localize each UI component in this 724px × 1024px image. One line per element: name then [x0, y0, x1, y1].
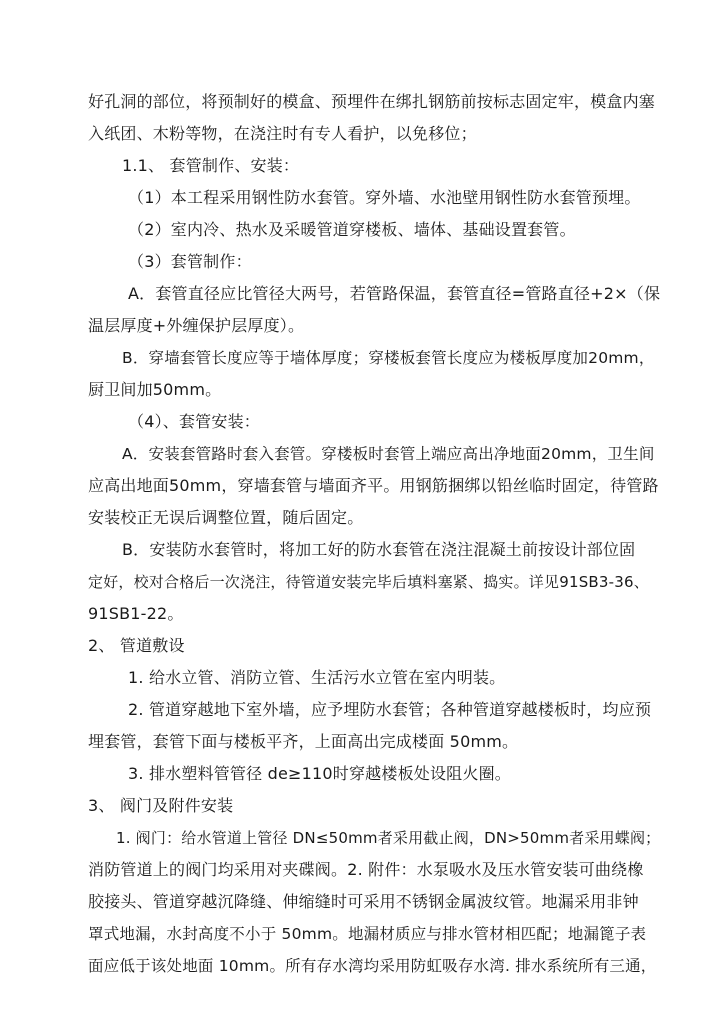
text-line: （1）本工程采用钢性防水套管。穿外墙、水池壁用钢性防水套管预埋。 — [128, 188, 641, 207]
text-line: 厨卫间加50mm。 — [88, 380, 222, 399]
text-line: B．安装防水套管时，将加工好的防水套管在浇注混凝土前按设计部位固 — [122, 540, 636, 559]
text-line: （2）室内冷、热水及采暖管道穿楼板、墙体、基础设置套管。 — [128, 220, 576, 239]
text-line: 入纸团、木粉等物，在浇注时有专人看护，以免移位； — [88, 124, 477, 143]
text-line: 1. 给水立管、消防立管、生活污水立管在室内明装。 — [128, 668, 506, 687]
text-line: 91SB1-22。 — [88, 604, 184, 623]
text-line: 胶接头、管道穿越沉降缝、伸缩缝时可采用不锈钢金属波纹管。地漏采用非钟 — [88, 892, 639, 911]
text-line: 1. 阀门：给水管道上管径 DN≤50mm者采用截止阀，DN>50mm者采用蝶阀； — [116, 829, 661, 847]
text-line: 埋套管，套管下面与楼板平齐，上面高出完成楼面 50mm。 — [88, 732, 519, 751]
text-line: A．安装套管路时套入套管。穿楼板时套管上端应高出净地面20mm，卫生间 — [122, 445, 655, 463]
text-line: 罩式地漏，水封高度不小于 50mm。地漏材质应与排水管材相匹配；地漏篦子表 — [88, 925, 647, 943]
text-line: 温层厚度+外缠保护层厚度）。 — [88, 316, 305, 335]
section-heading: 1.1、 套管制作、安装： — [122, 156, 300, 175]
text-line: B．穿墙套管长度应等于墙体厚度；穿楼板套管长度应为楼板厚度加20mm， — [122, 349, 655, 367]
text-line: 3. 排水塑料管管径 de≥110时穿越楼板处设阻火圈。 — [128, 764, 511, 783]
subsection-heading: （4）、套管安装： — [128, 412, 260, 431]
text-line: 应高出地面50mm，穿墙套管与墙面齐平。用钢筋捆绑以铅丝临时固定，待管路 — [88, 476, 659, 495]
section-heading: 2、 管道敷设 — [88, 636, 185, 655]
text-line: A．套管直径应比管径大两号，若管路保温，套管直径=管路直径+2×（保 — [128, 284, 661, 303]
text-line: 消防管道上的阀门均采用对夹碟阀。2. 附件：水泵吸水及压水管安装可曲绕橡 — [88, 860, 644, 879]
text-line: 定好，校对合格后一次浇注，待管道安装完毕后填料塞紧、捣实。详见91SB3-36、 — [88, 573, 649, 591]
subsection-heading: （3）套管制作： — [128, 252, 252, 271]
text-line: 安装校正无误后调整位置，随后固定。 — [88, 508, 364, 527]
text-line: 面应低于该处地面 10mm。所有存水湾均采用防虹吸存水湾. 排水系统所有三通， — [88, 957, 657, 975]
section-heading: 3、 阀门及附件安装 — [88, 796, 234, 815]
text-line: 好孔洞的部位，将预制好的模盒、预埋件在绑扎钢筋前按标志固定牢，模盒内塞 — [88, 92, 656, 111]
text-line: 2. 管道穿越地下室外墙，应予埋防水套管；各种管道穿越楼板时，均应预 — [128, 700, 652, 719]
